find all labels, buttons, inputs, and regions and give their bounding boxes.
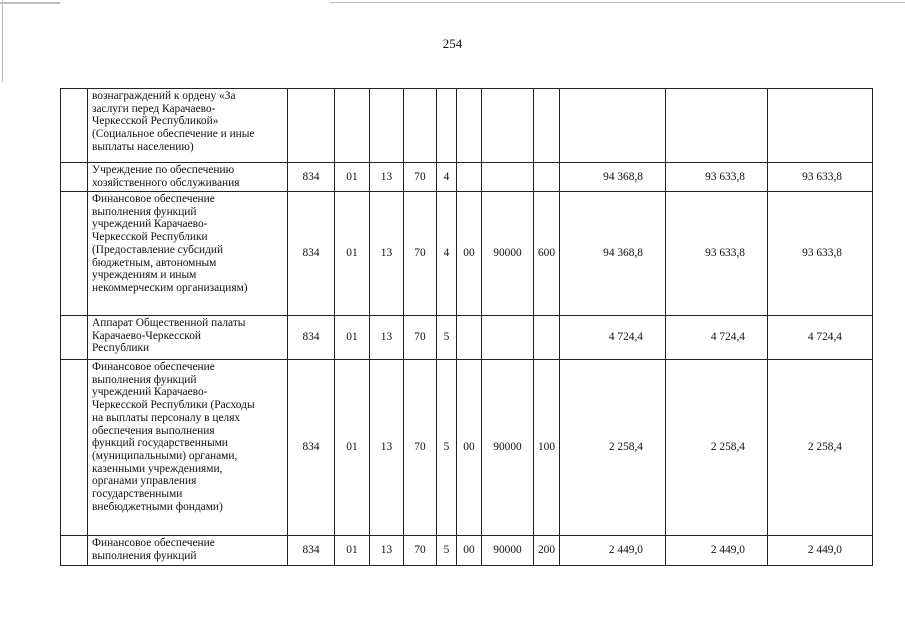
- code-pr: 13: [370, 163, 404, 192]
- table-row: [61, 536, 873, 566]
- code-vr: 100: [534, 360, 560, 536]
- amount-year-3: 2 258,4: [768, 360, 873, 536]
- table-row: [61, 89, 873, 163]
- code-cs-program: [404, 89, 437, 163]
- amount-year-1: 4 724,4: [560, 316, 666, 360]
- row-name: Финансовое обеспечение выполнения функций: [88, 536, 288, 566]
- amount-year-3: [768, 89, 873, 163]
- code-cs-subprogram: 4: [437, 163, 457, 192]
- code-rz: 01: [335, 316, 370, 360]
- code-rz: 01: [335, 163, 370, 192]
- amount-year-1: 2 449,0: [560, 536, 666, 566]
- code-ved: 834: [288, 163, 335, 192]
- amount-year-3: 4 724,4: [768, 316, 873, 360]
- code-cs-event: [457, 89, 482, 163]
- code-cs-program: 70: [404, 192, 437, 316]
- code-ved: 834: [288, 192, 335, 316]
- table-row: [61, 192, 873, 316]
- amount-year-1: 94 368,8: [560, 163, 666, 192]
- code-vr: [534, 163, 560, 192]
- code-ved: 834: [288, 316, 335, 360]
- amount-year-2: 93 633,8: [666, 192, 768, 316]
- row-marker-cell: [61, 192, 88, 316]
- scan-edge-top-right: [330, 2, 905, 3]
- budget-table: [60, 88, 873, 566]
- amount-year-1: [560, 89, 666, 163]
- table-row: [61, 360, 873, 536]
- code-cs-subprogram: 5: [437, 536, 457, 566]
- code-vr: [534, 89, 560, 163]
- amount-year-3: 2 449,0: [768, 536, 873, 566]
- code-pr: 13: [370, 536, 404, 566]
- page-number: 254: [442, 36, 463, 51]
- code-vr: [534, 316, 560, 360]
- row-name: вознаграждений к ордену «За заслуги перед Карачаево- Черкесской Республикой» (Социальное обеспечение и иные выплаты населению): [88, 89, 288, 163]
- amount-year-2: 2 449,0: [666, 536, 768, 566]
- amount-year-2: [666, 89, 768, 163]
- code-cs-direction: 90000: [482, 192, 534, 316]
- code-cs-direction: [482, 316, 534, 360]
- amount-year-2: 93 633,8: [666, 163, 768, 192]
- code-cs-program: 70: [404, 536, 437, 566]
- code-cs-event: [457, 163, 482, 192]
- code-rz: [335, 89, 370, 163]
- code-vr: 200: [534, 536, 560, 566]
- row-name: Финансовое обеспечение выполнения функций учреждений Карачаево- Черкесской Республики (Предоставление субсидий бюджетным, автономным учреждениям и иным некоммерческим организациям): [88, 192, 288, 316]
- code-cs-event: [457, 316, 482, 360]
- code-cs-subprogram: [437, 89, 457, 163]
- row-name: Учреждение по обеспечению хозяйственного обслуживания: [88, 163, 288, 192]
- code-cs-direction: [482, 163, 534, 192]
- code-ved: 834: [288, 360, 335, 536]
- code-cs-subprogram: 4: [437, 192, 457, 316]
- amount-year-3: 93 633,8: [768, 163, 873, 192]
- row-name: Аппарат Общественной палаты Карачаево-Черкесской Республики: [88, 316, 288, 360]
- code-ved: 834: [288, 536, 335, 566]
- code-pr: [370, 89, 404, 163]
- scan-edge-top-left: [0, 2, 60, 4]
- table-row: [61, 316, 873, 360]
- code-rz: 01: [335, 536, 370, 566]
- code-cs-subprogram: 5: [437, 316, 457, 360]
- amount-year-1: 94 368,8: [560, 192, 666, 316]
- code-cs-direction: [482, 89, 534, 163]
- code-rz: 01: [335, 192, 370, 316]
- code-cs-event: 00: [457, 536, 482, 566]
- code-cs-program: 70: [404, 316, 437, 360]
- code-pr: 13: [370, 316, 404, 360]
- code-cs-event: 00: [457, 360, 482, 536]
- code-cs-direction: 90000: [482, 536, 534, 566]
- amount-year-2: 4 724,4: [666, 316, 768, 360]
- code-cs-program: 70: [404, 360, 437, 536]
- row-marker-cell: [61, 360, 88, 536]
- row-marker-cell: [61, 89, 88, 163]
- code-cs-program: 70: [404, 163, 437, 192]
- code-cs-event: 00: [457, 192, 482, 316]
- code-cs-direction: 90000: [482, 360, 534, 536]
- amount-year-1: 2 258,4: [560, 360, 666, 536]
- amount-year-2: 2 258,4: [666, 360, 768, 536]
- row-marker-cell: [61, 536, 88, 566]
- code-cs-subprogram: 5: [437, 360, 457, 536]
- row-name: Финансовое обеспечение выполнения функций учреждений Карачаево- Черкесской Республики (Расходы на выплаты персоналу в целях обеспечения выполнения функций государственными (муниципальными) органами, казенными учреждениями, органами управления государственными внебюджетными фондами): [88, 360, 288, 536]
- code-pr: 13: [370, 192, 404, 316]
- code-rz: 01: [335, 360, 370, 536]
- code-vr: 600: [534, 192, 560, 316]
- amount-year-3: 93 633,8: [768, 192, 873, 316]
- row-marker-cell: [61, 316, 88, 360]
- table-row: [61, 163, 873, 192]
- row-marker-cell: [61, 163, 88, 192]
- code-ved: [288, 89, 335, 163]
- code-pr: 13: [370, 360, 404, 536]
